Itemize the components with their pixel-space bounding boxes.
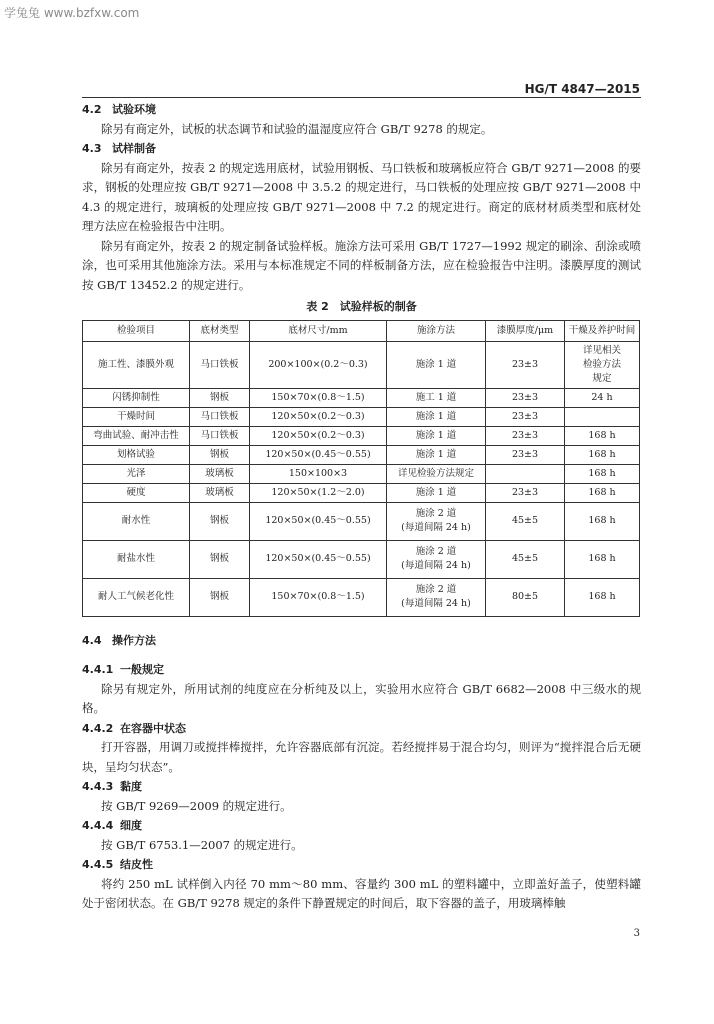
cell-thickness: 23±3	[486, 407, 565, 426]
table-row	[83, 540, 640, 578]
section-4-4-4-text: 按 GB/T 6753.1—2007 的规定进行。	[101, 837, 303, 852]
standard-id: HG/T 4847—2015	[524, 82, 640, 96]
method-note: (每道间隔 24 h)	[401, 522, 471, 533]
table-row	[83, 502, 640, 540]
cell-substrate: 马口铁板	[190, 407, 250, 426]
cell-method: 施涂 1 道	[387, 407, 486, 426]
section-title: 试验环境	[112, 103, 156, 116]
table-row	[83, 483, 640, 502]
section-4-4-1-text: 除另有规定外，所用试剂的纯度应在分析纯及以上，实验用水应符合 GB/T 6682—2008 中三级水的规格。	[82, 681, 641, 715]
table-header: 干燥及养护时间	[565, 320, 640, 341]
cell-thickness: 23±3	[486, 483, 565, 502]
cell-size: 120×50×(0.2～0.3)	[250, 426, 387, 445]
cell-time: 详见相关检验方法规定	[565, 341, 640, 388]
cell-method: 施涂 1 道	[387, 483, 486, 502]
cell-method	[387, 578, 486, 616]
cell-thickness: 80±5	[486, 578, 565, 616]
cell-thickness: 23±3	[486, 445, 565, 464]
section-4-4-2-text: 打开容器，用调刀或搅拌棒搅拌，允许容器底部有沉淀。若经搅拌易于混合均匀，则评为“搅拌混合后无硬块，呈均匀状态”。	[82, 740, 641, 774]
section-4-4-2-heading	[82, 719, 641, 739]
cell-substrate: 马口铁板	[190, 341, 250, 388]
section-number: 4.4.3	[82, 780, 114, 793]
cell-time: 168 h	[565, 483, 640, 502]
cell-time: 168 h	[565, 578, 640, 616]
cell-substrate: 钢板	[190, 578, 250, 616]
section-title: 细度	[120, 819, 142, 832]
cell-substrate: 钢板	[190, 502, 250, 540]
section-title: 试样制备	[112, 142, 156, 155]
method-line: 施涂 2 道	[415, 546, 457, 557]
section-4-4-3-text: 按 GB/T 9269—2009 的规定进行。	[101, 798, 292, 813]
cell-time: 168 h	[565, 464, 640, 483]
method-line: 施涂 2 道	[415, 584, 457, 595]
table-row	[83, 341, 640, 388]
cell-thickness: 23±3	[486, 426, 565, 445]
cell-substrate: 玻璃板	[190, 464, 250, 483]
section-4-4-1-heading	[82, 660, 641, 680]
cell-item: 弯曲试验、耐冲击性	[83, 426, 190, 445]
cell-size: 120×50×(0.45～0.55)	[250, 540, 387, 578]
table-row	[83, 464, 640, 483]
cell-item: 耐水性	[83, 502, 190, 540]
section-title: 一般规定	[120, 663, 164, 676]
section-title: 操作方法	[112, 633, 156, 647]
cell-substrate: 玻璃板	[190, 483, 250, 502]
table-row	[83, 445, 640, 464]
table-row	[83, 407, 640, 426]
cell-method: 施工 1 道	[387, 388, 486, 407]
cell-method	[387, 540, 486, 578]
cell-size: 120×50×(1.2～2.0)	[250, 483, 387, 502]
section-4-4-5-text: 将约 250 mL 试样倒入内径 70 mm～80 mm、容量约 300 mL 的塑料罐中，立即盖好盖子，使塑料罐处于密闭状态。在 GB/T 9278 规定的条件下静置规定的时间后，取下容器的盖子，用玻璃棒触	[82, 876, 641, 910]
section-4-4-4-heading	[82, 816, 641, 836]
section-number: 4.2	[82, 103, 102, 116]
section-4-4-5-heading	[82, 855, 641, 875]
cell-item: 干燥时间	[83, 407, 190, 426]
method-line: 施涂 2 道	[415, 508, 457, 519]
cell-item: 闪锈抑制性	[83, 388, 190, 407]
cell-thickness: 23±3	[486, 341, 565, 388]
cell-thickness	[486, 464, 565, 483]
table-header: 底材类型	[190, 320, 250, 341]
section-number: 4.4.5	[82, 858, 114, 871]
table-header: 漆膜厚度/μm	[486, 320, 565, 341]
cell-substrate: 钢板	[190, 445, 250, 464]
table-row	[83, 388, 640, 407]
cell-item: 划格试验	[83, 445, 190, 464]
section-title: 黏度	[120, 780, 142, 793]
section-number: 4.4	[82, 633, 102, 647]
section-number: 4.4.2	[82, 721, 114, 735]
page-content	[82, 100, 641, 914]
table-caption: 表 2 试验样板的制备	[306, 300, 417, 313]
specimen-table	[82, 320, 640, 617]
cell-size: 150×70×(0.8～1.5)	[250, 578, 387, 616]
section-4-4-heading	[82, 631, 641, 651]
section-number: 4.4.4	[82, 819, 114, 832]
cell-thickness: 23±3	[486, 388, 565, 407]
cell-size: 150×70×(0.8～1.5)	[250, 388, 387, 407]
cell-item: 光泽	[83, 464, 190, 483]
cell-item: 耐人工气候老化性	[83, 578, 190, 616]
cell-time: 168 h	[565, 426, 640, 445]
table-row	[83, 426, 640, 445]
cell-thickness: 45±5	[486, 540, 565, 578]
cell-size: 120×50×(0.45～0.55)	[250, 445, 387, 464]
cell-size: 120×50×(0.2～0.3)	[250, 407, 387, 426]
method-note: (每道间隔 24 h)	[401, 560, 471, 571]
cell-method: 施涂 1 道	[387, 341, 486, 388]
cell-method: 详见检验方法规定	[387, 464, 486, 483]
header-rule	[82, 97, 641, 98]
section-4-3-para-2: 除另有商定外，按表 2 的规定制备试验样板。施涂方法可采用 GB/T 1727—1992 规定的刷涂、刮涂或喷涂，也可采用其他施涂方法。采用与本标准规定不同的样板制备方法，应在检验报告中注明。漆膜厚度的测试按 GB/T 13452.2 的规定进行。	[82, 238, 641, 292]
cell-substrate: 钢板	[190, 540, 250, 578]
cell-time: 24 h	[565, 388, 640, 407]
cell-method	[387, 502, 486, 540]
cell-substrate: 马口铁板	[190, 426, 250, 445]
cell-size: 150×100×3	[250, 464, 387, 483]
watermark: 学兔兔 www.bzfxw.com	[4, 6, 140, 20]
table-row	[83, 578, 640, 616]
cell-size: 200×100×(0.2～0.3)	[250, 341, 387, 388]
cell-time: 168 h	[565, 540, 640, 578]
cell-method: 施涂 1 道	[387, 426, 486, 445]
cell-size: 120×50×(0.45～0.55)	[250, 502, 387, 540]
section-4-2-heading	[82, 100, 641, 120]
cell-item: 耐盐水性	[83, 540, 190, 578]
table-header: 施涂方法	[387, 320, 486, 341]
section-4-3-para-1: 除另有商定外，按表 2 的规定选用底材，试验用钢板、马口铁板和玻璃板应符合 GB/T 9271—2008 的要求，钢板的处理应按 GB/T 9271—2008 中 3.5.2 的规定进行，马口铁板的处理应按 GB/T 9271—2008 中 4.3 的规定进行，玻璃板的处理应按 GB/T 9271—2008 中 7.2 的规定进行。商定的底材材质类型和底材处理方法应在检验报告中注明。	[82, 160, 641, 233]
cell-time: 168 h	[565, 445, 640, 464]
section-number: 4.4.1	[82, 663, 114, 676]
page-number: 3	[633, 928, 640, 939]
cell-time: 168 h	[565, 502, 640, 540]
cell-thickness: 45±5	[486, 502, 565, 540]
method-note: (每道间隔 24 h)	[401, 598, 471, 609]
cell-method: 施涂 1 道	[387, 445, 486, 464]
table-header: 检验项目	[83, 320, 190, 341]
section-title: 结皮性	[120, 858, 153, 871]
section-number: 4.3	[82, 142, 102, 155]
section-4-2-text: 除另有商定外，试板的状态调节和试验的温湿度应符合 GB/T 9278 的规定。	[101, 121, 493, 136]
section-title: 在容器中状态	[120, 721, 186, 735]
section-4-4-3-heading	[82, 777, 641, 797]
table-header-row	[83, 320, 640, 341]
table-header: 底材尺寸/mm	[250, 320, 387, 341]
section-4-3-heading	[82, 139, 641, 159]
cell-item: 硬度	[83, 483, 190, 502]
cell-substrate: 钢板	[190, 388, 250, 407]
cell-item: 施工性、漆膜外观	[83, 341, 190, 388]
cell-time	[565, 407, 640, 426]
